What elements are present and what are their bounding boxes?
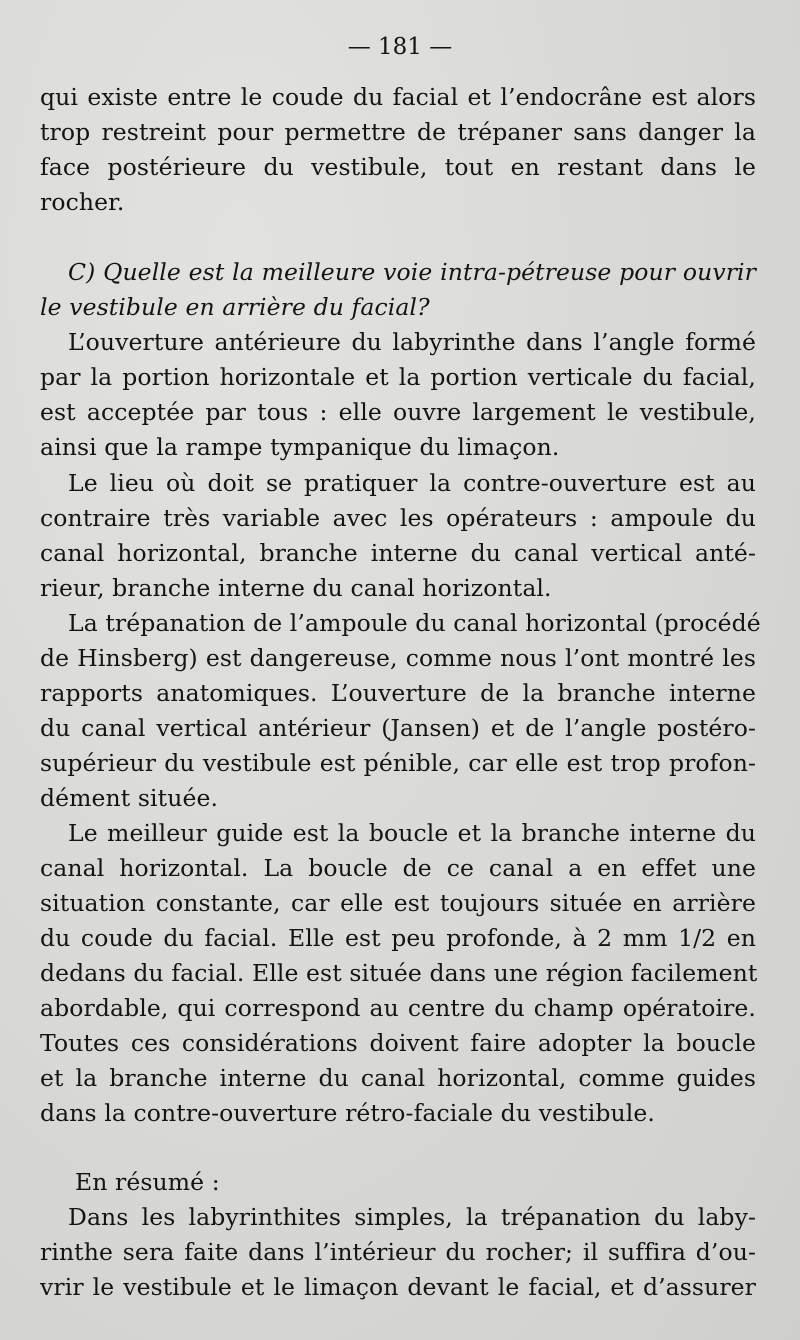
text-line: face postérieure du vestibule, tout en restant dans le — [40, 153, 756, 181]
text-line: rinthe sera faite dans l’intérieur du rocher; il suffira d’ou- — [40, 1238, 756, 1266]
text-line: rieur, branche interne du canal horizontal. — [40, 574, 552, 602]
text-line: du coude du facial. Elle est peu profonde, à 2 mm 1/2 en — [40, 924, 756, 952]
section-heading-line: le vestibule en arrière du facial? — [40, 293, 430, 321]
text-line: par la portion horizontale et la portion verticale du facial, — [40, 363, 756, 391]
text-line: L’ouverture antérieure du labyrinthe dans l’angle formé — [68, 328, 756, 356]
text-line: est acceptée par tous : elle ouvre largement le vestibule, — [40, 398, 756, 426]
text-line: qui existe entre le coude du facial et l’endocrâne est alors — [40, 83, 756, 111]
text-line: et la branche interne du canal horizontal, comme guides — [40, 1064, 756, 1092]
summary-heading: En résumé : — [75, 1168, 220, 1196]
text-line: situation constante, car elle est toujours située en arrière — [40, 889, 756, 917]
text-line: ainsi que la rampe tympanique du limaçon. — [40, 433, 560, 461]
text-line: du canal vertical antérieur (Jansen) et de l’angle postéro- — [40, 714, 756, 742]
text-line: dément située. — [40, 784, 219, 812]
text-line: trop restreint pour permettre de trépaner sans danger la — [40, 118, 756, 146]
text-line: vrir le vestibule et le limaçon devant le facial, et d’assurer — [40, 1273, 756, 1301]
text-line: rocher. — [40, 188, 125, 216]
section-heading-line: C) Quelle est la meilleure voie intra-pétreuse pour ouvrir — [68, 258, 756, 286]
text-line: abordable, qui correspond au centre du champ opératoire. — [40, 994, 756, 1022]
text-line: dedans du facial. Elle est située dans une région facilement — [40, 959, 758, 987]
text-line: de Hinsberg) est dangereuse, comme nous l’ont montré les — [40, 644, 756, 672]
text-line: Le meilleur guide est la boucle et la branche interne du — [68, 819, 756, 847]
text-line: Dans les labyrinthites simples, la trépanation du laby- — [68, 1203, 756, 1231]
text-line: canal horizontal, branche interne du canal vertical anté- — [40, 539, 756, 567]
text-line: contraire très variable avec les opérateurs : ampoule du — [40, 504, 756, 532]
text-line: rapports anatomiques. L’ouverture de la branche interne — [40, 679, 756, 707]
text-line: La trépanation de l’ampoule du canal horizontal (procédé — [68, 609, 761, 637]
text-line: supérieur du vestibule est pénible, car elle est trop profon- — [40, 749, 756, 777]
text-line: canal horizontal. La boucle de ce canal a en effet une — [40, 854, 756, 882]
page-number: — 181 — — [347, 34, 453, 60]
text-line: Le lieu où doit se pratiquer la contre-ouverture est au — [68, 469, 756, 497]
text-line: dans la contre-ouverture rétro-faciale du vestibule. — [40, 1099, 655, 1127]
text-line: Toutes ces considérations doivent faire adopter la boucle — [40, 1029, 756, 1057]
